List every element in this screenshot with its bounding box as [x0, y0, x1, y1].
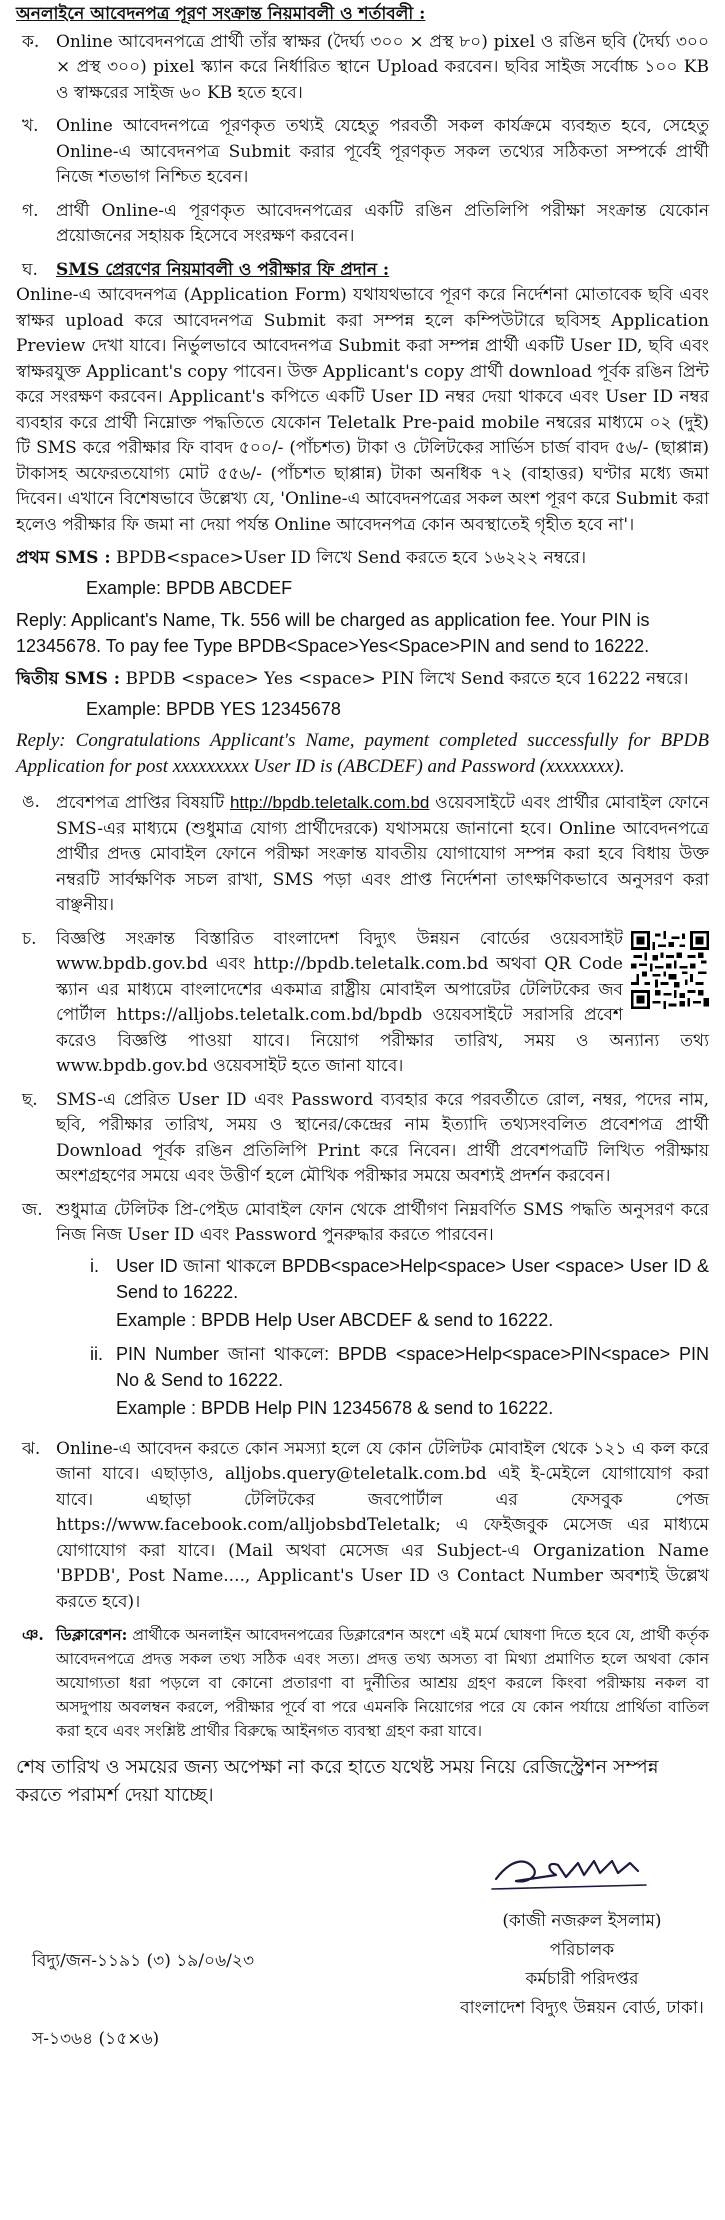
rule-item-kha — [16, 114, 709, 191]
sms1-example: Example: BPDB ABCDEF — [86, 577, 293, 598]
sms1-line — [16, 546, 709, 572]
rule-item-cha — [16, 927, 709, 1080]
rule-text — [56, 927, 709, 1080]
sms1-reply: Reply: Applicant's Name, Tk. 556 will be charged as application fee. Your PIN is 12345678. To pay fee Type BPDB<Space>Yes<Space>PIN and send to 16222. — [16, 610, 650, 656]
rule-mark: খ. — [22, 116, 39, 136]
declaration-text: প্রার্থীকে অনলাইন আবেদনপত্রের ডিক্লারেশন অংশে এই মর্মে ঘোষণা দিতে হবে যে, প্রার্থী কর্তৃক আবেদনপত্রে প্রদত্ত সকল তথ্য সঠিক এবং সত্য। প্রদত্ত তথ্য অসত্য বা মিথ্যা প্রমাণিত হলে অথবা কোন অযোগ্যতা ধরা পড়লে বা কোনো প্রতারণা বা দুর্নীতির আশ্রয় গ্রহণ করলে কিংবা পরীক্ষায় নকল বা অসদুপায় অবলম্বন করলে, পরীক্ষার পূর্বে বা পরে এমনকি নিয়োগের পরে যে কোন পর্যায়ে প্রার্থিতা বাতিল করা হবে এবং সংশ্লিষ্ট প্রার্থীর বিরুদ্ধে আইনগত ব্যবস্থা গ্রহণ করা যাবে। — [56, 1626, 709, 1740]
rule-item-chha — [16, 1088, 709, 1190]
closing-advice: শেষ তারিখ ও সময়ের জন্য অপেক্ষা না করে হাতে যথেষ্ট সময় নিয়ে রেজিস্ট্রেশন সম্পন্ন করতে পরামর্শ দেয়া যাচ্ছে। — [16, 1756, 659, 1806]
admit-card-text-end: ওয়েবসাইটে এবং প্রার্থীর মোবাইল ফোনে SMS-এর মাধ্যমে (শুধুমাত্র যোগ্য প্রার্থীদেরকে) যথাসময়ে জানানো হবে। Online আবেদনপত্রে প্রার্থীর প্রদত্ত মোবাইল ফোনে পরীক্ষা সংক্রান্ত যাবতীয় যোগাযোগ সম্পন্ন করা হবে বিধায় উক্ত নম্বরটি সার্বক্ষণিক সচল রাখা, SMS পড়া এবং প্রাপ্ত নির্দেশনা তাৎক্ষণিকভাবে অনুসরণ করা বাঞ্ছনীয়। — [56, 793, 709, 915]
qr-code-icon[interactable] — [631, 931, 709, 1009]
rule-text: Online আবেদনপত্রে পূরণকৃত তথ্যই যেহেতু পরবর্তী সকল কার্যক্রমে ব্যবহৃত হবে, সেহেতু Online-এ আবেদনপত্র Submit করার পূর্বেই পূরণকৃত সকল তথ্যের সঠিকতা সম্পর্কে প্রার্থী নিজে শতভাগ নিশ্চিত হবেন। — [56, 116, 709, 187]
sms2-line — [16, 667, 709, 693]
signatory-department: কর্মচারী পরিদপ্তর — [525, 1969, 639, 1989]
rule-item-nya — [16, 1623, 709, 1743]
recovery-item-example: Example : BPDB Help User ABCDEF & send to 16222. — [116, 1309, 554, 1330]
rule-item-ja — [16, 1198, 709, 1429]
declaration-label: ডিক্লারেশন: — [56, 1625, 128, 1644]
sms1-instruction: BPDB<space>User ID লিখে Send করতে হবে ১৬২২২ নম্বরে। — [116, 548, 587, 568]
rule-mark: ছ. — [22, 1089, 38, 1110]
signatory-block — [452, 1907, 712, 2023]
rule-mark: ক. — [22, 31, 40, 52]
rule-item-gha — [16, 258, 709, 284]
rule-text: SMS-এ প্রেরিত User ID এবং Password ব্যবহার করে পরবর্তীতে রোল, নম্বর, পদের নাম, ছবি, পরীক্ষার তারিখ, সময় ও স্থানের/কেন্দ্রের নাম ইত্যাদি তথ্যসংবলিত প্রবেশপত্র প্রার্থী Download পূর্বক রঙিন প্রতিলিপি Print করে নিবেন। প্রার্থী প্রবেশপত্রটি লিখিত পরীক্ষায় অংশগ্রহণের সময়ে এবং উত্তীর্ণ হলে মৌখিক পরীক্ষার সময়ে অবশ্যই প্রদর্শন করবেন। — [56, 1089, 709, 1186]
rule-mark: চ. — [22, 928, 37, 949]
rule-text — [56, 790, 709, 919]
rules-heading: অনলাইনে আবেদনপত্র পূরণ সংক্রান্ত নিয়মাবলী ও শর্তাবলী : — [16, 4, 426, 24]
rule-mark: গ. — [22, 200, 39, 221]
website-info-text: বিজ্ঞপ্তি সংক্রান্ত বিস্তারিত বাংলাদেশ বিদ্যুৎ উন্নয়ন বোর্ডের ওয়েবসাইট www.bpdb.gov.bd এবং http://bpdb.teletalk.com.bd অথবা QR Code স্ক্যান এর মাধ্যমে বাংলাদেশের একমাত্র রাষ্ট্রীয় মোবাইল অপারেটর টেলিটকের জব পোর্টাল https://alljobs.teletalk.com.bd/bpdb ওয়েবসাইটে সরাসরি প্রবেশ করেও বিজ্ঞপ্তি পাওয়া যাবে। নিয়োগ পরীক্ষার তারিখ, সময় ও অন্যান্য তথ্য www.bpdb.gov.bd ওয়েবসাইট হতে জানা যাবে। — [56, 928, 709, 1076]
signatory-title: পরিচালক — [549, 1940, 615, 1960]
rule-text: প্রার্থী Online-এ পূরণকৃত আবেদনপত্রের একটি রঙিন প্রতিলিপি পরীক্ষা সংক্রান্ত যেকোন প্রয়োজনের সহায়ক হিসেবে সংরক্ষণ করবেন। — [56, 200, 709, 246]
sms2-example: Example: BPDB YES 12345678 — [86, 698, 341, 719]
recovery-intro: শুধুমাত্র টেলিটক প্রি-পেইড মোবাইল ফোন থেকে প্রার্থীগণ নিম্নবর্ণিত SMS পদ্ধতি অনুসরণ করে নিজ নিজ User ID এবং Password পুনরুদ্ধার করতে পারবেন। — [56, 1199, 709, 1245]
signature-area — [16, 1809, 709, 2059]
sms2-reply: Reply: Congratulations Applicant's Name, payment completed successfully for BPDB Application for post xxxxxxxxx User ID is (ABCDEF) and Password (xxxxxxxx). — [16, 730, 709, 777]
rule-text: Online-এ আবেদন করতে কোন সমস্যা হলে যে কোন টেলিটক মোবাইল থেকে ১২১ এ কল করে জানা যাবে। এছাড়াও, alljobs.query@teletalk.com.bd এই ই-মেইলে যোগাযোগ করা যাবে। এছাড়া টেলিটকের জবপোর্টাল এর ফেসবুক পেজ https://www.facebook.com/alljobsbdTeletalk; এ ফেইজবুক মেসেজ এর মাধ্যমে যোগাযোগ করা যাবে। (Mail অথবা মেসেজ এর Subject-এ Organization Name 'BPDB', Post Name...., Applicant's User ID ও Contact Number অবশ্যই উল্লেখ করতে হবে)। — [56, 1438, 709, 1612]
recovery-list — [90, 1253, 709, 1421]
sms2-instruction: BPDB <space> Yes <space> PIN লিখে Send করতে হবে 16222 নম্বরে। — [125, 669, 689, 689]
recovery-item — [90, 1341, 709, 1393]
rule-item-jha — [16, 1437, 709, 1616]
signatory-organization: বাংলাদেশ বিদ্যুৎ উন্নয়ন বোর্ড, ঢাকা। — [460, 1998, 704, 2018]
rule-item-ka — [16, 30, 709, 107]
teletalk-link[interactable]: http://bpdb.teletalk.com.bd — [229, 793, 430, 812]
recovery-item — [90, 1253, 709, 1305]
recovery-item-text: User ID জানা থাকলে BPDB<space>Help<space> User <space> User ID & Send to 16222. — [116, 1255, 709, 1302]
rule-text — [56, 1198, 709, 1429]
admit-card-text-start: প্রবেশপত্র প্রাপ্তির বিষয়টি — [56, 793, 225, 813]
recovery-item-number: ii. — [90, 1343, 103, 1364]
recovery-item-number: i. — [90, 1255, 99, 1276]
rule-text: Online আবেদনপত্রে প্রার্থী তাঁর স্বাক্ষর (দৈর্ঘ্য ৩০০ × প্রস্থ ৮০) pixel ও রঙিন ছবি (দৈর্ঘ্য ৩০০ × প্রস্থ ৩০০) pixel স্ক্যান করে নির্ধারিত স্থানে Upload করবেন। ছবির সাইজ সর্বোচ্চ ১০০ KB ও স্বাক্ষরের সাইজ ৬০ KB হতে হবে। — [56, 31, 709, 103]
sms-section-paragraph: Online-এ আবেদনপত্র (Application Form) যথাযথভাবে পূরণ করে নির্দেশনা মোতাবেক ছবি এবং স্বাক্ষর upload করে আবেদনপত্র Submit করা সম্পন্ন হলে কম্পিউটারে ছবিসহ Application Preview দেখা যাবে। নির্ভুলভাবে আবেদনপত্র Submit করা সম্পন্ন প্রার্থী একটি User ID, ছবি এবং স্বাক্ষরযুক্ত Applicant's copy পাবেন। উক্ত Applicant's copy প্রার্থী download পূর্বক রঙিন প্রিন্ট করে সংরক্ষণ করবেন। Applicant's কপিতে একটি User ID নম্বর দেয়া থাকবে এবং User ID নম্বর ব্যবহার করে প্রার্থী নিম্নোক্ত পদ্ধতিতে যেকোন Teletalk Pre-paid mobile নম্বরের মাধ্যমে ০২ (দুই) টি SMS করে পরীক্ষার ফি বাবদ ৫০০/- (পাঁচশত) টাকা ও টেলিটকের সার্ভিস চার্জ বাবদ ৫৬/- (ছাপ্পান্ন) টাকাসহ অফেরতযোগ্য মোট ৫৫৬/- (পাঁচশত ছাপ্পান্ন) টাকা অনধিক ৭২ (বাহাত্তর) ঘণ্টার মধ্যে জমা দিবেন। এখানে বিশেষভাবে উল্লেখ্য যে, 'Online-এ আবেদনপত্রের সকল অংশ পূরণ করে Submit করা হলেও পরীক্ষার ফি জমা না দেয়া পর্যন্ত Online আবেদনপত্র কোন অবস্থাতেই গৃহীত হবে না'। — [16, 285, 709, 535]
circular-code: স-১৩৬৪ (১৫×৬) — [32, 2029, 160, 2049]
rule-item-ga — [16, 199, 709, 250]
signatory-name: (কাজী নজরুল ইসলাম) — [502, 1911, 662, 1931]
rule-mark: ঝ. — [22, 1438, 41, 1459]
sms2-label: দ্বিতীয় SMS : — [16, 669, 121, 689]
recovery-item-example: Example : BPDB Help PIN 12345678 & send to 16222. — [116, 1397, 554, 1418]
rule-mark: ঞ. — [22, 1625, 44, 1644]
signature-image — [486, 1839, 656, 1909]
memo-reference: বিদ্যু/জন-১১৯১ (৩) ১৯/০৬/২৩ — [32, 1951, 254, 1971]
rule-mark: ঙ. — [22, 792, 40, 812]
sms1-label: প্রথম SMS : — [16, 548, 111, 568]
recovery-item-text: PIN Number জানা থাকলে: BPDB <space>Help<space>PIN<space> PIN No & Send to 16222. — [116, 1343, 709, 1390]
rule-mark: জ. — [22, 1199, 43, 1220]
rule-mark: ঘ. — [22, 259, 38, 280]
rule-text — [56, 1623, 709, 1743]
rule-item-umo — [16, 790, 709, 919]
sms-section-heading: SMS প্রেরণের নিয়মাবলী ও পরীক্ষার ফি প্রদান : — [56, 259, 390, 280]
